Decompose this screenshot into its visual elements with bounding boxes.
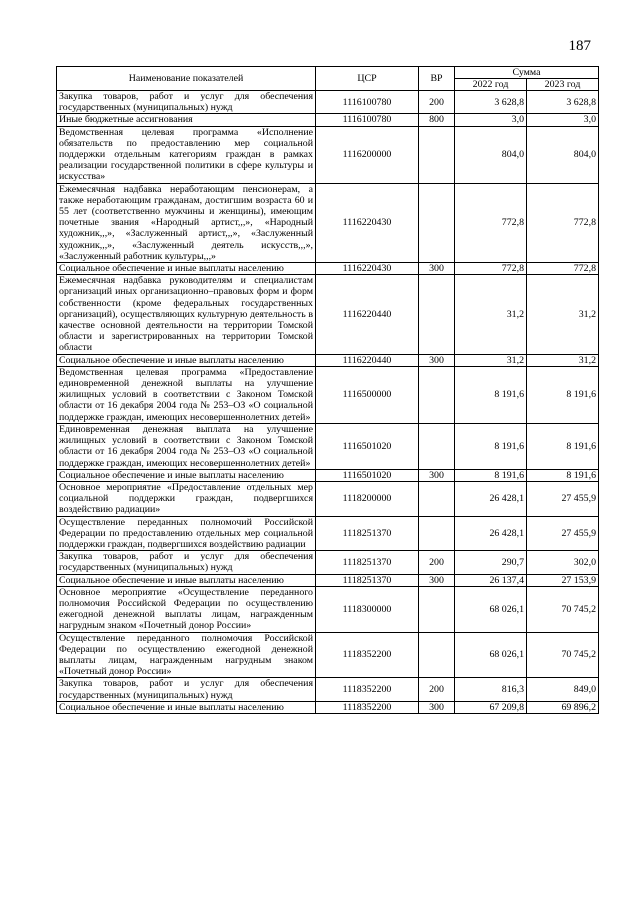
row-csr: 1116501020 [316,423,419,469]
row-value-2023: 27 455,9 [527,481,599,516]
table-row [57,114,599,126]
row-value-2022: 68 026,1 [455,586,527,632]
row-value-2023: 70 745,2 [527,632,599,678]
row-csr: 1116501020 [316,469,419,481]
row-value-2022: 772,8 [455,263,527,275]
row-name: Единовременная денежная выплата на улучшение жилищных условий в соответствии с Законом Томской области от 16 декабря 2004 года № 253–ОЗ «О социальной поддержке граждан, имеющих несовершеннолетних детей» [57,423,316,469]
row-value-2023: 302,0 [527,551,599,574]
row-value-2023: 27 153,9 [527,574,599,586]
row-value-2022: 67 209,8 [455,701,527,713]
row-value-2022: 816,3 [455,678,527,701]
row-name: Ведомственная целевая программа «Исполнение обязательств по предоставлению мер социальной поддержки отдельным категориям граждан в рамках реализации государственной политики в сфере культуры и искусства» [57,126,316,183]
row-value-2022: 31,2 [455,354,527,366]
row-vr [419,586,455,632]
row-value-2022: 3 628,8 [455,91,527,114]
row-vr: 300 [419,354,455,366]
row-name: Социальное обеспечение и иные выплаты населению [57,469,316,481]
row-value-2023: 8 191,6 [527,423,599,469]
table-row [57,701,599,713]
row-value-2023: 27 455,9 [527,516,599,551]
row-value-2023: 849,0 [527,678,599,701]
row-name: Закупка товаров, работ и услуг для обеспечения государственных (муниципальных) нужд [57,678,316,701]
row-name: Закупка товаров, работ и услуг для обеспечения государственных (муниципальных) нужд [57,551,316,574]
table-row [57,275,599,354]
header-vr: ВР [419,67,455,91]
row-vr: 200 [419,551,455,574]
table-row [57,574,599,586]
row-value-2023: 3,0 [527,114,599,126]
row-vr [419,481,455,516]
table-row [57,632,599,678]
row-name: Основное мероприятие «Предоставление отдельных мер социальной поддержки граждан, подвергшихся воздействию радиации» [57,481,316,516]
row-name: Социальное обеспечение и иные выплаты населению [57,701,316,713]
row-vr [419,423,455,469]
row-value-2023: 31,2 [527,275,599,354]
table-row [57,91,599,114]
row-name: Ежемесячная надбавка неработающим пенсионерам, а также неработающим гражданам, достигшим возраста 60 и 55 лет (соответственно мужчины и женщины), имеющим почетные звания «Народный артист,,,», «Народный художник,,,», «Заслуженный артист,,,», «Заслуженный художник,,,», «Заслуженный деятель искусств,,,», «Заслуженный работник культуры,,,» [57,183,316,262]
row-name: Основное мероприятие «Осуществление переданного полномочия Российской Федерации по осуществлению ежегодной денежной выплаты лицам, награжденным нагрудным знаком «Почетный донор России» [57,586,316,632]
row-name: Социальное обеспечение и иные выплаты населению [57,574,316,586]
row-csr: 1118200000 [316,481,419,516]
row-vr [419,516,455,551]
row-value-2023: 31,2 [527,354,599,366]
row-vr [419,126,455,183]
row-value-2023: 69 896,2 [527,701,599,713]
row-value-2023: 772,8 [527,183,599,262]
row-vr: 800 [419,114,455,126]
row-value-2022: 68 026,1 [455,632,527,678]
row-csr: 1118251370 [316,574,419,586]
row-name: Закупка товаров, работ и услуг для обеспечения государственных (муниципальных) нужд [57,91,316,114]
row-vr [419,275,455,354]
table-header [57,67,599,91]
row-value-2023: 70 745,2 [527,586,599,632]
row-vr: 300 [419,469,455,481]
row-value-2022: 26 137,4 [455,574,527,586]
row-csr: 1116100780 [316,91,419,114]
page-number: 187 [568,38,591,54]
row-csr: 1116100780 [316,114,419,126]
row-name: Ежемесячная надбавка руководителям и специалистам организаций иных организационно–правовых форм и форм собственности (кроме федеральных государственных организаций), осуществляющих культурную деятельность в качестве основной деятельности на территории Томской области и зарегистрированных на территории Томской области [57,275,316,354]
row-vr [419,632,455,678]
row-vr [419,366,455,423]
row-csr: 1118300000 [316,586,419,632]
header-year-2023: 2023 год [527,79,599,91]
row-name: Иные бюджетные ассигнования [57,114,316,126]
row-value-2022: 26 428,1 [455,481,527,516]
row-csr: 1116200000 [316,126,419,183]
row-vr: 300 [419,263,455,275]
table-row [57,423,599,469]
table-row [57,354,599,366]
row-vr: 200 [419,678,455,701]
table-row [57,126,599,183]
header-year-2022: 2022 год [455,79,527,91]
row-csr: 1118251370 [316,551,419,574]
table-row [57,586,599,632]
table-row [57,183,599,262]
table-row [57,516,599,551]
row-csr: 1118352200 [316,678,419,701]
row-value-2022: 804,0 [455,126,527,183]
row-csr: 1118352200 [316,632,419,678]
row-csr: 1116220440 [316,354,419,366]
row-value-2022: 3,0 [455,114,527,126]
header-csr: ЦСР [316,67,419,91]
row-value-2022: 772,8 [455,183,527,262]
row-name: Ведомственная целевая программа «Предоставление единовременной денежной выплаты на улучшение жилищных условий в соответствии с Законом Томской области от 16 декабря 2004 года № 253–ОЗ «О социальной поддержке граждан, имеющих несовершеннолетних детей» [57,366,316,423]
row-name: Осуществление переданного полномочия Российской Федерации по осуществлению ежегодной денежной выплаты лицам, награжденным нагрудным знаком «Почетный донор России» [57,632,316,678]
row-value-2022: 290,7 [455,551,527,574]
row-value-2023: 804,0 [527,126,599,183]
table-row [57,678,599,701]
row-csr: 1118352200 [316,701,419,713]
row-value-2022: 31,2 [455,275,527,354]
header-sum: Сумма [455,67,599,79]
table-body [57,91,599,714]
row-csr: 1116220430 [316,263,419,275]
budget-table [56,66,599,714]
table-row [57,481,599,516]
row-csr: 1116500000 [316,366,419,423]
row-name: Осуществление переданных полномочий Российской Федерации по предоставлению отдельных мер социальной поддержки граждан, подвергшихся воздействию радиации [57,516,316,551]
row-name: Социальное обеспечение и иные выплаты населению [57,263,316,275]
row-vr: 300 [419,574,455,586]
row-name: Социальное обеспечение и иные выплаты населению [57,354,316,366]
row-csr: 1116220440 [316,275,419,354]
header-name: Наименование показателей [57,67,316,91]
row-vr: 200 [419,91,455,114]
row-csr: 1118251370 [316,516,419,551]
row-value-2023: 3 628,8 [527,91,599,114]
table-row [57,366,599,423]
row-vr: 300 [419,701,455,713]
row-value-2022: 8 191,6 [455,366,527,423]
row-csr: 1116220430 [316,183,419,262]
row-value-2022: 8 191,6 [455,469,527,481]
row-vr [419,183,455,262]
row-value-2022: 8 191,6 [455,423,527,469]
row-value-2023: 8 191,6 [527,469,599,481]
table-row [57,263,599,275]
row-value-2023: 8 191,6 [527,366,599,423]
table-row [57,551,599,574]
row-value-2023: 772,8 [527,263,599,275]
table-row [57,469,599,481]
row-value-2022: 26 428,1 [455,516,527,551]
